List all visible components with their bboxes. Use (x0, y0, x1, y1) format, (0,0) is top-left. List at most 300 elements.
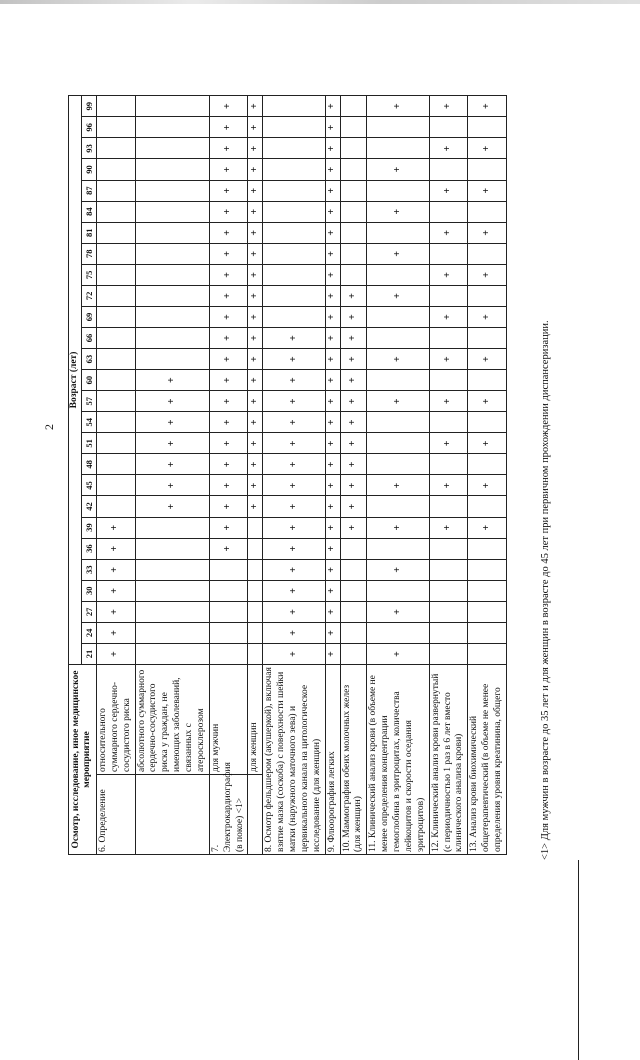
cell-mark: + (367, 559, 429, 580)
cell-mark: + (367, 243, 429, 264)
cell-mark (429, 285, 468, 306)
cell-mark (263, 201, 325, 222)
cell-mark: + (263, 601, 325, 622)
cell-mark (96, 138, 135, 159)
cell-mark (135, 96, 209, 117)
cell-mark: + (468, 433, 507, 454)
cell-mark: + (263, 454, 325, 475)
cell-mark (367, 138, 429, 159)
table-row (248, 96, 263, 855)
cell-mark: + (248, 222, 263, 243)
cell-mark: + (209, 391, 248, 412)
cell-mark: + (468, 138, 507, 159)
row-main-label (135, 775, 209, 855)
cell-mark (429, 328, 468, 349)
age-header-57: 57 (81, 391, 96, 412)
cell-mark (96, 433, 135, 454)
cell-mark: + (429, 96, 468, 117)
cell-mark (468, 601, 507, 622)
cell-mark (468, 454, 507, 475)
scan-edge (0, 0, 640, 4)
cell-mark: + (340, 306, 367, 327)
cell-mark (96, 222, 135, 243)
cell-mark: + (429, 349, 468, 370)
cell-mark (340, 264, 367, 285)
cell-mark (209, 601, 248, 622)
age-header-78: 78 (81, 243, 96, 264)
table-row (429, 96, 468, 855)
cell-mark: + (209, 138, 248, 159)
cell-mark: + (263, 496, 325, 517)
cell-mark (429, 643, 468, 664)
age-header-75: 75 (81, 264, 96, 285)
cell-mark (96, 306, 135, 327)
cell-mark (367, 306, 429, 327)
cell-mark (96, 159, 135, 180)
cell-mark: + (209, 349, 248, 370)
cell-mark (263, 117, 325, 138)
cell-mark (340, 201, 367, 222)
cell-mark: + (468, 475, 507, 496)
cell-mark (340, 538, 367, 559)
cell-mark: + (248, 285, 263, 306)
cell-mark: + (209, 412, 248, 433)
cell-mark (367, 622, 429, 643)
cell-mark (209, 580, 248, 601)
cell-mark: + (367, 96, 429, 117)
cell-mark: + (263, 412, 325, 433)
cell-mark (248, 643, 263, 664)
cell-mark: + (429, 222, 468, 243)
row-sub-label: для женщин (248, 665, 263, 775)
cell-mark (96, 285, 135, 306)
cell-mark: + (248, 475, 263, 496)
cell-mark (367, 370, 429, 391)
cell-mark: + (135, 391, 209, 412)
cell-mark: + (367, 201, 429, 222)
footnote: <1> Для мужчин в возрасте до 35 лет и для женщин в возрасте до 45 лет при первичном прохождении диспансеризации. (540, 320, 551, 860)
cell-mark (429, 117, 468, 138)
cell-mark: + (325, 391, 340, 412)
row-label: 8. Осмотр фельдшером (акушеркой), включая взятие мазка (соскоба) с поверхности шейки матки (наружного маточного зева) и цервикального канала на цитологическое исследование (для женщин) (263, 665, 325, 855)
cell-mark (263, 264, 325, 285)
cell-mark (135, 201, 209, 222)
cell-mark: + (325, 496, 340, 517)
cell-mark (135, 306, 209, 327)
cell-mark: + (135, 433, 209, 454)
cell-mark: + (325, 180, 340, 201)
cell-mark (96, 349, 135, 370)
cell-mark (96, 201, 135, 222)
cell-mark: + (248, 243, 263, 264)
cell-mark (135, 580, 209, 601)
cell-mark: + (340, 349, 367, 370)
cell-mark: + (263, 517, 325, 538)
cell-mark (429, 243, 468, 264)
header-age-group: Возраст (лет) (69, 96, 82, 665)
age-header-60: 60 (81, 370, 96, 391)
cell-mark (468, 412, 507, 433)
cell-mark (209, 559, 248, 580)
cell-mark: + (248, 496, 263, 517)
cell-mark: + (325, 222, 340, 243)
cell-mark (429, 559, 468, 580)
table-row (325, 96, 340, 855)
age-header-93: 93 (81, 138, 96, 159)
table-row (209, 96, 248, 855)
age-header-84: 84 (81, 201, 96, 222)
cell-mark: + (325, 328, 340, 349)
cell-mark: + (429, 306, 468, 327)
cell-mark: + (325, 538, 340, 559)
cell-mark: + (248, 138, 263, 159)
cell-mark: + (248, 454, 263, 475)
cell-mark: + (468, 264, 507, 285)
cell-mark (468, 580, 507, 601)
cell-mark: + (263, 391, 325, 412)
cell-mark: + (248, 370, 263, 391)
cell-mark: + (248, 264, 263, 285)
cell-mark: + (325, 159, 340, 180)
cell-mark: + (468, 222, 507, 243)
cell-mark: + (135, 412, 209, 433)
age-header-69: 69 (81, 306, 96, 327)
row-sub-label: абсолютного суммарного сердечно-сосудистого риска у граждан, не имеющих заболеваний, связанных с атеросклерозом (135, 665, 209, 775)
age-header-72: 72 (81, 285, 96, 306)
cell-mark (263, 285, 325, 306)
cell-mark: + (263, 643, 325, 664)
cell-mark (248, 559, 263, 580)
table-body (96, 96, 506, 855)
cell-mark: + (248, 306, 263, 327)
cell-mark: + (340, 328, 367, 349)
header-row (69, 96, 82, 855)
age-header-33: 33 (81, 559, 96, 580)
age-header-96: 96 (81, 117, 96, 138)
cell-mark: + (209, 201, 248, 222)
cell-mark: + (209, 475, 248, 496)
table-row (340, 96, 367, 855)
cell-mark (96, 243, 135, 264)
cell-mark: + (248, 433, 263, 454)
cell-mark: + (325, 138, 340, 159)
cell-mark (340, 180, 367, 201)
cell-mark: + (367, 475, 429, 496)
footnote-rule (578, 860, 579, 1060)
cell-mark (468, 328, 507, 349)
cell-mark: + (96, 517, 135, 538)
cell-mark (468, 643, 507, 664)
cell-mark (367, 117, 429, 138)
cell-mark: + (429, 475, 468, 496)
cell-mark: + (325, 96, 340, 117)
cell-mark: + (325, 475, 340, 496)
cell-mark (340, 643, 367, 664)
cell-mark: + (429, 517, 468, 538)
cell-mark: + (96, 559, 135, 580)
cell-mark (96, 496, 135, 517)
cell-mark: + (209, 496, 248, 517)
header-procedure: Осмотр, исследование, иное медицинское мероприятие (69, 665, 97, 855)
cell-mark: + (263, 475, 325, 496)
row-label: 9. Флюорография легких (325, 665, 340, 855)
cell-mark: + (325, 412, 340, 433)
cell-mark: + (263, 622, 325, 643)
cell-mark: + (135, 496, 209, 517)
cell-mark: + (468, 349, 507, 370)
cell-mark (96, 454, 135, 475)
cell-mark: + (325, 306, 340, 327)
cell-mark: + (248, 391, 263, 412)
cell-mark (96, 264, 135, 285)
cell-mark (340, 580, 367, 601)
age-header-51: 51 (81, 433, 96, 454)
cell-mark: + (263, 559, 325, 580)
cell-mark: + (340, 285, 367, 306)
cell-mark (468, 285, 507, 306)
cell-mark (367, 412, 429, 433)
cell-mark (248, 580, 263, 601)
cell-mark (367, 264, 429, 285)
cell-mark: + (325, 264, 340, 285)
cell-mark: + (248, 96, 263, 117)
cell-mark: + (325, 117, 340, 138)
cell-mark: + (429, 138, 468, 159)
cell-mark (135, 159, 209, 180)
cell-mark (429, 201, 468, 222)
cell-mark (367, 222, 429, 243)
cell-mark (248, 538, 263, 559)
cell-mark: + (367, 285, 429, 306)
cell-mark: + (263, 328, 325, 349)
cell-mark: + (340, 370, 367, 391)
cell-mark: + (96, 580, 135, 601)
cell-mark: + (429, 264, 468, 285)
cell-mark (468, 559, 507, 580)
cell-mark (135, 517, 209, 538)
cell-mark: + (325, 433, 340, 454)
row-main-label (248, 775, 263, 855)
cell-mark (468, 538, 507, 559)
cell-mark: + (468, 180, 507, 201)
row-label: 10. Маммография обеих молочных желез (для женщин) (340, 665, 367, 855)
cell-mark: + (263, 433, 325, 454)
cell-mark (135, 180, 209, 201)
cell-mark (263, 306, 325, 327)
age-header-87: 87 (81, 180, 96, 201)
cell-mark (248, 601, 263, 622)
cell-mark: + (325, 349, 340, 370)
cell-mark: + (96, 643, 135, 664)
cell-mark (96, 117, 135, 138)
age-header-45: 45 (81, 475, 96, 496)
cell-mark (468, 370, 507, 391)
cell-mark (96, 412, 135, 433)
cell-mark (340, 243, 367, 264)
cell-mark: + (340, 517, 367, 538)
cell-mark (263, 222, 325, 243)
cell-mark: + (248, 349, 263, 370)
cell-mark: + (367, 601, 429, 622)
cell-mark: + (96, 538, 135, 559)
cell-mark (96, 96, 135, 117)
age-header-48: 48 (81, 454, 96, 475)
row-sub-label: для мужчин (209, 665, 248, 775)
cell-mark (367, 454, 429, 475)
cell-mark (367, 328, 429, 349)
cell-mark (135, 264, 209, 285)
cell-mark (367, 180, 429, 201)
age-header-99: 99 (81, 96, 96, 117)
cell-mark: + (468, 391, 507, 412)
cell-mark (135, 243, 209, 264)
cell-mark (468, 496, 507, 517)
cell-mark: + (325, 643, 340, 664)
cell-mark (135, 117, 209, 138)
cell-mark (96, 391, 135, 412)
age-header-66: 66 (81, 328, 96, 349)
table-row (135, 96, 209, 855)
cell-mark: + (209, 538, 248, 559)
cell-mark (340, 222, 367, 243)
cell-mark: + (209, 517, 248, 538)
cell-mark (429, 159, 468, 180)
cell-mark (135, 349, 209, 370)
cell-mark: + (209, 117, 248, 138)
cell-mark (429, 601, 468, 622)
cell-mark: + (325, 559, 340, 580)
cell-mark: + (325, 454, 340, 475)
cell-mark: + (429, 180, 468, 201)
cell-mark: + (209, 243, 248, 264)
cell-mark: + (325, 517, 340, 538)
cell-mark (468, 201, 507, 222)
cell-mark (263, 243, 325, 264)
cell-mark: + (340, 391, 367, 412)
row-label: 13. Анализ крови биохимический общетерапевтический (в объеме не менее определения уровня креатинина, общего (468, 665, 507, 855)
cell-mark (429, 370, 468, 391)
cell-mark (367, 538, 429, 559)
cell-mark (135, 285, 209, 306)
cell-mark (340, 138, 367, 159)
cell-mark: + (340, 412, 367, 433)
cell-mark (468, 159, 507, 180)
cell-mark: + (429, 433, 468, 454)
age-header-54: 54 (81, 412, 96, 433)
row-sub-label: относительного суммарного сердечно-сосудистого риска (96, 665, 135, 775)
cell-mark (340, 622, 367, 643)
cell-mark (96, 475, 135, 496)
cell-mark (263, 159, 325, 180)
cell-mark (263, 180, 325, 201)
table-row (468, 96, 507, 855)
cell-mark: + (135, 370, 209, 391)
cell-mark: + (96, 601, 135, 622)
cell-mark: + (367, 643, 429, 664)
cell-mark: + (340, 433, 367, 454)
cell-mark: + (209, 328, 248, 349)
cell-mark: + (263, 580, 325, 601)
cell-mark: + (209, 433, 248, 454)
cell-mark: + (325, 601, 340, 622)
cell-mark (367, 496, 429, 517)
cell-mark: + (248, 201, 263, 222)
cell-mark (340, 559, 367, 580)
age-header-39: 39 (81, 517, 96, 538)
cell-mark: + (248, 180, 263, 201)
cell-mark (209, 622, 248, 643)
cell-mark: + (325, 622, 340, 643)
cell-mark: + (325, 201, 340, 222)
cell-mark: + (209, 159, 248, 180)
cell-mark: + (367, 391, 429, 412)
cell-mark: + (340, 454, 367, 475)
table-row (96, 96, 135, 855)
cell-mark: + (135, 454, 209, 475)
cell-mark: + (468, 517, 507, 538)
cell-mark: + (209, 454, 248, 475)
cell-mark: + (367, 159, 429, 180)
cell-mark: + (325, 285, 340, 306)
cell-mark (429, 538, 468, 559)
cell-mark: + (325, 370, 340, 391)
row-label: 11. Клинический анализ крови (в объеме не менее определения концентрации гемоглобина в эритроцитах, количества лейкоцитов и скорости оседания эритроцитов) (367, 665, 429, 855)
cell-mark: + (367, 349, 429, 370)
cell-mark (263, 138, 325, 159)
cell-mark: + (325, 580, 340, 601)
table-row (263, 96, 325, 855)
cell-mark (135, 559, 209, 580)
cell-mark: + (209, 306, 248, 327)
cell-mark (429, 622, 468, 643)
age-header-42: 42 (81, 496, 96, 517)
cell-mark: + (209, 222, 248, 243)
age-header-24: 24 (81, 622, 96, 643)
cell-mark (367, 433, 429, 454)
cell-mark (468, 622, 507, 643)
age-header-63: 63 (81, 349, 96, 370)
screening-table (68, 95, 507, 855)
cell-mark (340, 96, 367, 117)
cell-mark (468, 117, 507, 138)
cell-mark: + (429, 391, 468, 412)
table-row (367, 96, 429, 855)
cell-mark (135, 138, 209, 159)
cell-mark: + (468, 306, 507, 327)
cell-mark: + (325, 243, 340, 264)
age-header-81: 81 (81, 222, 96, 243)
age-header-90: 90 (81, 159, 96, 180)
cell-mark: + (248, 159, 263, 180)
cell-mark: + (209, 180, 248, 201)
cell-mark: + (135, 475, 209, 496)
cell-mark: + (96, 622, 135, 643)
cell-mark (135, 622, 209, 643)
cell-mark (340, 601, 367, 622)
row-main-label: 7. Электрокардиография (в покое) <1> (209, 775, 248, 855)
cell-mark: + (340, 475, 367, 496)
cell-mark: + (263, 370, 325, 391)
cell-mark (96, 180, 135, 201)
cell-mark (263, 96, 325, 117)
cell-mark (468, 243, 507, 264)
cell-mark: + (248, 328, 263, 349)
cell-mark: + (209, 264, 248, 285)
cell-mark (367, 580, 429, 601)
cell-mark (248, 517, 263, 538)
cell-mark (96, 328, 135, 349)
cell-mark: + (248, 412, 263, 433)
